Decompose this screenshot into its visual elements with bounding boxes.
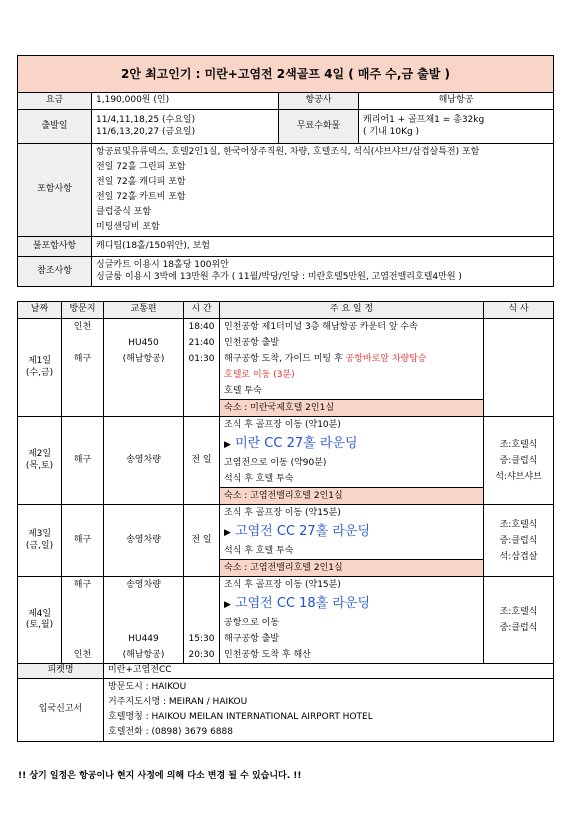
- day3-itinerary: [220, 505, 484, 577]
- flight-number: HU449: [128, 634, 159, 644]
- entry-card-label: 입국신고서: [18, 679, 104, 742]
- departure-label: 출발일: [18, 110, 92, 144]
- header-date: 날짜: [18, 302, 62, 319]
- time: 18:40: [188, 322, 215, 332]
- day4-meals: [484, 577, 554, 664]
- airline-label: 항공사: [279, 93, 359, 110]
- day-label: 제4일: [27, 608, 52, 619]
- day4-itinerary: [220, 577, 484, 664]
- highlight-text: 공항바로앞 차량탑승: [345, 354, 427, 364]
- itinerary-line: 해구공항 도착, 가이드 미팅 후 공항바로앞 차량탑승: [224, 354, 427, 364]
- play-icon: ▶: [224, 440, 231, 450]
- fee-label: 요금: [18, 93, 92, 110]
- excluded-value: 캐디팁(18홀/150위안), 보험: [92, 237, 554, 257]
- golf-course: 미란 CC 27홀 라운딩: [235, 436, 358, 451]
- meal: 석:샤브샤브: [495, 471, 542, 482]
- day1-itinerary: [220, 319, 484, 417]
- reference-line: 싱글카트 이용시 18홀당 100위안: [96, 260, 229, 271]
- meal: 중:클럽식: [499, 455, 538, 466]
- itinerary-line: 석식 후 호텔 투숙: [224, 474, 294, 484]
- airline: (해남항공): [122, 354, 165, 364]
- time: 20:30: [188, 650, 215, 660]
- day2-transport: 송영차량: [104, 417, 184, 505]
- day1-meals: [484, 319, 554, 417]
- hotel-line: 숙소 : 고염전밸리호텔 2인1실: [220, 559, 483, 576]
- picket-value: 미란+고염전CC: [104, 664, 554, 679]
- itinerary-line: 호텔 투숙: [224, 386, 262, 396]
- notice-text: !! 상기 일정은 항공이나 현지 사정에 의해 다소 변경 될 수 있습니다. !!: [18, 771, 302, 781]
- day2-itinerary: [220, 417, 484, 505]
- day3-meals: [484, 505, 554, 577]
- day2-time: 전 일: [184, 417, 220, 505]
- header-itinerary: 주 요 일 정: [220, 302, 484, 319]
- itinerary-line: 인천공항 출발: [224, 338, 280, 348]
- baggage-label: 무료수화물: [279, 110, 359, 144]
- itinerary-line: 석식 후 호텔 투숙: [224, 546, 294, 556]
- airline: (해남항공): [122, 650, 165, 660]
- time: 21:40: [188, 338, 215, 348]
- day1-transport: [104, 319, 184, 417]
- day2-date: [18, 417, 62, 505]
- included-label: 포함사항: [18, 144, 92, 237]
- day1-times: [184, 319, 220, 417]
- day2-meals: [484, 417, 554, 505]
- place: 인천: [73, 322, 92, 332]
- day2-row: [18, 417, 554, 505]
- included-item: 미팅샌딩비 포함: [96, 222, 160, 232]
- reference-line: 싱글룸 이용시 3박에 13만원 추가 ( 11월/박당/인당 : 미란호텔5만원, 고염전밸리호텔4만원 ): [96, 271, 462, 282]
- golf-line: [224, 433, 479, 455]
- baggage-value: [359, 110, 554, 144]
- page-title: 2안 최고인기 : 미란+고염전 2색골프 4일 ( 매주 수,금 출발 ): [18, 56, 554, 93]
- day1-date: [18, 319, 62, 417]
- header-time: 시 간: [184, 302, 220, 319]
- meal: 중:클럽식: [499, 623, 538, 633]
- itinerary-line: 조식 후 골프장 이동 (약15분): [224, 508, 341, 518]
- meal: 중:클럽식: [499, 535, 538, 546]
- included-item: 전일 72홀 캐디피 포함: [96, 177, 186, 187]
- hotel-line: 숙소 : 고염전밸리호텔 2인1실: [220, 487, 483, 504]
- included-item: 클럽중식 포함: [96, 207, 152, 217]
- time: 01:30: [188, 354, 215, 364]
- day2-place: 해구: [62, 417, 104, 505]
- header-transport: 교통편: [104, 302, 184, 319]
- itinerary-line: 공항으로 이동: [224, 618, 280, 628]
- day3-transport: 송영차량: [104, 505, 184, 577]
- day3-time: 전 일: [184, 505, 220, 577]
- departure-line: 11/6,13,20,27 (금요일): [96, 126, 196, 137]
- day-label: 제1일: [27, 356, 52, 367]
- golf-course: 고염전 CC 27홀 라운딩: [235, 524, 371, 539]
- golf-line: [224, 593, 479, 615]
- day-weekdays: (토,월): [25, 620, 54, 630]
- header-meals: 식 사: [484, 302, 554, 319]
- day1-row: [18, 319, 554, 417]
- itinerary-line: 해구공항 출발: [224, 634, 280, 644]
- play-icon: ▶: [224, 528, 231, 538]
- place: 인천: [73, 650, 92, 660]
- included-list: [92, 144, 554, 237]
- entry-line: 호텔명칭 : HAIKOU MEILAN INTERNATIONAL AIRPORT HOTEL: [108, 712, 373, 722]
- hotel-line: 숙소 : 미란국제호텔 2인1실: [220, 399, 483, 416]
- reference-label: 참조사항: [18, 257, 92, 287]
- time: 15:30: [188, 634, 215, 644]
- picket-label: 피켓명: [18, 664, 104, 679]
- entry-line: 방문도시 : HAIKOU: [108, 682, 187, 692]
- fee-value: 1,190,000원 (인): [92, 93, 279, 110]
- day-weekdays: (목,토): [25, 460, 54, 471]
- entry-card-info: [104, 679, 554, 742]
- day-weekdays: (수,금): [25, 367, 54, 378]
- reference-value: [92, 257, 554, 287]
- day3-row: [18, 505, 554, 577]
- place: 해구: [73, 354, 92, 364]
- day-label: 제3일: [27, 529, 52, 540]
- day4-transport: [104, 577, 184, 664]
- itinerary-line: 인천공항 도착 후 해산: [224, 650, 311, 660]
- included-item: 항공료및유류텍스, 호텔2인1실, 한국어상주직원, 차량, 호텔조식, 석식(샤브샤브/삼겹살특전) 포함: [96, 147, 480, 157]
- excluded-label: 불포함사항: [18, 237, 92, 257]
- golf-line: [224, 521, 479, 543]
- itinerary-line: 조식 후 골프장 이동 (약10분): [224, 420, 341, 430]
- day3-place: 해구: [62, 505, 104, 577]
- place: 해구: [73, 580, 92, 590]
- day4-date: [18, 577, 62, 664]
- highlight-text: 호텔로 이동 (3분): [224, 370, 295, 380]
- meal: 조:호텔식: [499, 519, 538, 530]
- day-label: 제2일: [27, 449, 52, 460]
- day-weekdays: (금,일): [25, 540, 54, 551]
- day4-times: [184, 577, 220, 664]
- included-item: 전일 72홀 카트비 포함: [96, 192, 186, 202]
- airline-value: 해남항공: [359, 93, 554, 110]
- header-place: 방문지: [62, 302, 104, 319]
- itinerary-line: 인천공항 제1터미널 3층 해남항공 카운터 앞 수속: [224, 322, 418, 332]
- entry-line: 호텔전화 : (0898) 3679 6888: [108, 727, 233, 737]
- departure-line: 11/4,11,18,25 (수요일): [96, 115, 196, 126]
- entry-line: 거주지도시명 : MEIRAN / HAIKOU: [108, 697, 248, 707]
- day1-places: [62, 319, 104, 417]
- baggage-line: 캐리어1 + 골프채1 = 총32kg: [363, 115, 485, 126]
- departure-dates: [92, 110, 279, 144]
- day3-date: [18, 505, 62, 577]
- flight-number: HU450: [128, 338, 159, 348]
- day4-row: [18, 577, 554, 664]
- included-item: 전일 72홀 그린피 포함: [96, 162, 186, 172]
- golf-course: 고염전 CC 18홀 라운딩: [235, 596, 371, 611]
- meal: 석:삼겹살: [499, 551, 538, 562]
- day4-places: [62, 577, 104, 664]
- vehicle: 송영차량: [126, 580, 161, 590]
- schedule-table: [17, 301, 554, 742]
- itinerary-line: 고염전으로 이동 (약90분): [224, 458, 327, 468]
- meal: 조:호텔식: [499, 439, 538, 450]
- itinerary-line: 조식 후 골프장 이동 (약15분): [224, 580, 341, 590]
- meal: 조:호텔식: [499, 607, 538, 617]
- tour-info-table: [17, 55, 554, 287]
- baggage-line: ( 기내 10Kg ): [363, 126, 420, 137]
- play-icon: ▶: [224, 600, 231, 610]
